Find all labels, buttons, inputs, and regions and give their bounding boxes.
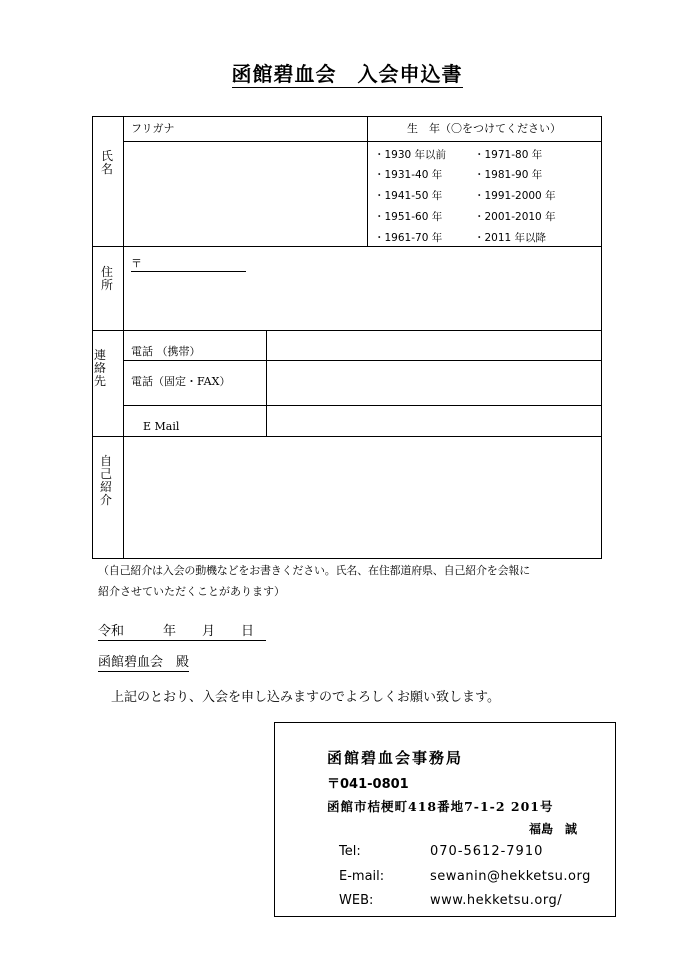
postal-mark: 〒 xyxy=(131,257,142,270)
office-contact-card xyxy=(274,722,616,917)
birth-year-option[interactable]: ・1971-80 年 xyxy=(474,149,543,161)
self-intro-label: 自己紹介 xyxy=(99,454,112,507)
application-statement: 上記のとおり、入会を申し込みますのでよろしくお願い致します。 xyxy=(111,690,500,705)
note-line-2: 紹介させていただくことがあります） xyxy=(98,585,285,598)
tel-label: Tel: xyxy=(339,844,361,859)
birth-year-option[interactable]: ・1941-50 年 xyxy=(374,190,443,202)
date-field[interactable]: 令和 年 月 日 xyxy=(98,624,266,641)
birth-year-option[interactable]: ・1930 年以前 xyxy=(374,149,447,161)
fixed-phone-field[interactable] xyxy=(267,361,600,405)
postal-code-field[interactable] xyxy=(131,257,246,272)
note-line-1: （自己紹介は入会の動機などをお書きください。氏名、在住都道府県、自己紹介を会報に xyxy=(98,564,530,577)
tel-value: 070-5612-7910 xyxy=(430,844,544,859)
birth-year-option[interactable]: ・1991-2000 年 xyxy=(474,190,556,202)
name-label: 氏名 xyxy=(100,149,113,176)
address-field[interactable] xyxy=(124,275,600,329)
email-label: E Mail xyxy=(143,420,180,433)
fixed-phone-label: 電話（固定・FAX） xyxy=(131,375,231,388)
email-contact-value[interactable]: sewanin@hekketsu.org xyxy=(430,869,591,884)
web-link[interactable]: www.hekketsu.org/ xyxy=(430,893,563,908)
email-contact-label: E-mail: xyxy=(339,869,385,884)
birth-year-option[interactable]: ・1931-40 年 xyxy=(374,169,443,181)
birth-year-option[interactable]: ・1981-90 年 xyxy=(474,169,543,181)
address-label: 住所 xyxy=(100,265,113,292)
office-postal-code: 〒041-0801 xyxy=(327,777,409,792)
page-title xyxy=(0,58,694,87)
office-person: 福島 誠 xyxy=(529,822,578,836)
web-label: WEB: xyxy=(339,893,374,908)
addressee: 函館碧血会 殿 xyxy=(98,655,190,670)
title-text: 函館碧血会 入会申込書 xyxy=(231,62,463,86)
birth-year-option[interactable]: ・1961-70 年 xyxy=(374,232,443,244)
contact-label: 連絡先 xyxy=(93,348,106,388)
office-address: 函館市桔梗町418番地7-1-2 201号 xyxy=(327,799,554,814)
mobile-phone-field[interactable] xyxy=(267,331,600,360)
birth-year-option[interactable]: ・2001-2010 年 xyxy=(474,211,556,223)
name-field[interactable] xyxy=(124,142,366,245)
name-row-bottom xyxy=(92,246,601,247)
birth-year-label: 生 年（〇をつけてください） xyxy=(407,122,561,135)
birth-year-option[interactable]: ・2011 年以降 xyxy=(474,232,547,244)
furigana-label: フリガナ xyxy=(131,122,175,135)
birth-year-option[interactable]: ・1951-60 年 xyxy=(374,211,443,223)
office-name: 函館碧血会事務局 xyxy=(327,749,464,767)
email-field[interactable] xyxy=(267,406,600,436)
mobile-phone-label: 電話 （携帯） xyxy=(131,345,201,358)
self-intro-field[interactable] xyxy=(124,437,600,557)
